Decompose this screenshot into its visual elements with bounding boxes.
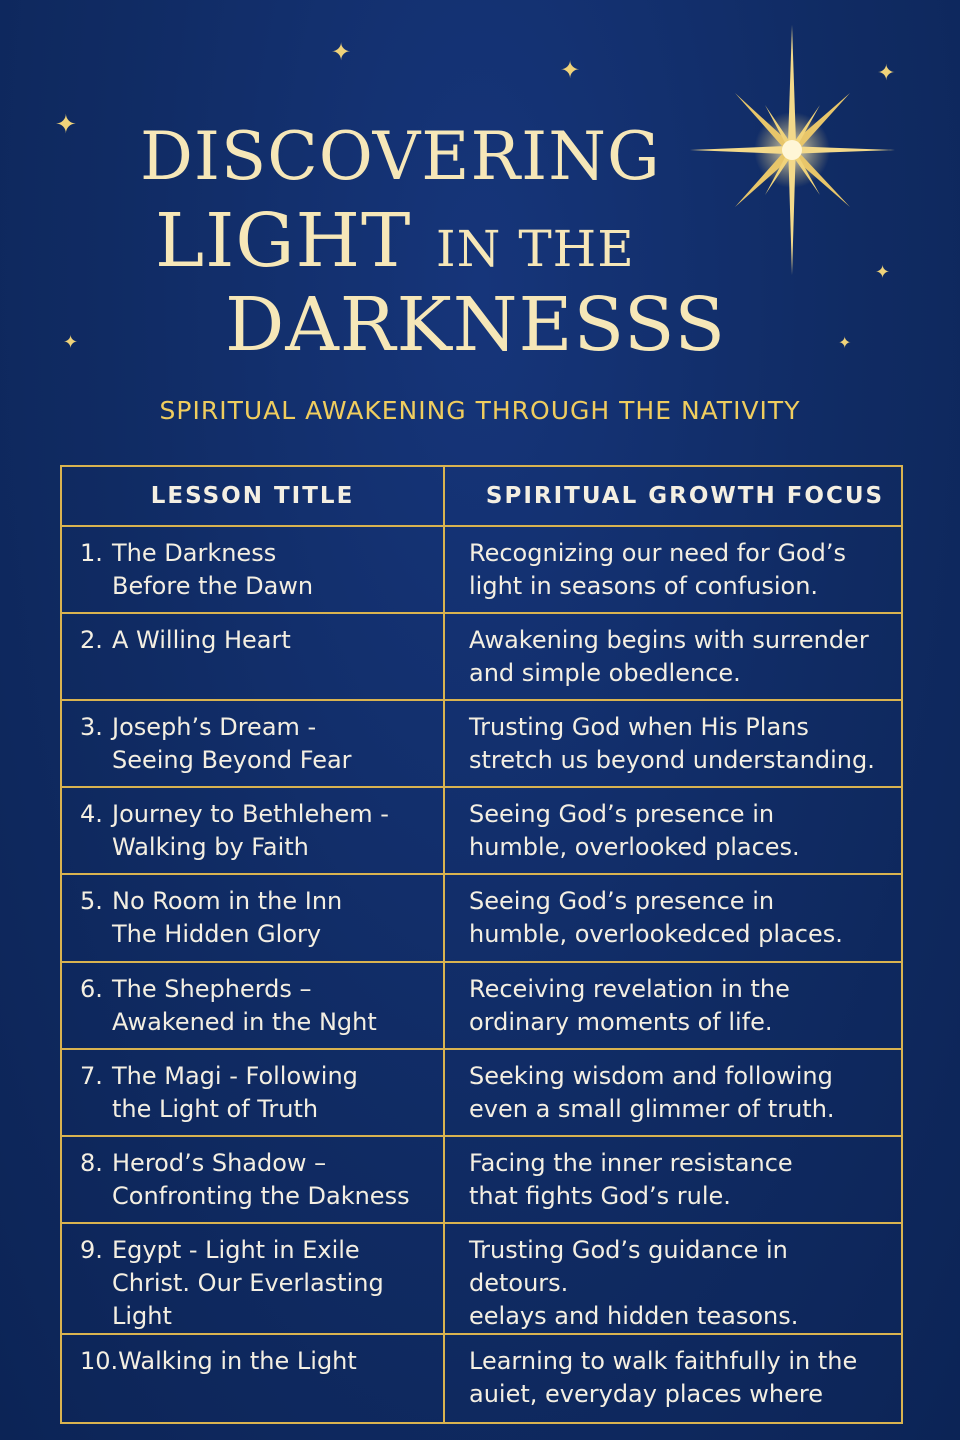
lesson-title-cell (62, 1224, 445, 1335)
title-line-2 (155, 198, 635, 284)
lesson-number: 10. (80, 1346, 119, 1375)
lesson-title: Journey to Bethlehem - Walking by Faith (112, 800, 389, 862)
lesson-title-cell (62, 788, 445, 875)
lesson-title-cell (62, 701, 445, 788)
title-line-1: DISCOVERING (140, 118, 661, 195)
growth-focus-cell: Seeking wisdom and following even a small glimmer of truth. (445, 1050, 901, 1137)
lesson-title: Joseph’s Dream - Seeing Beyond Fear (112, 713, 352, 775)
lesson-title-cell (62, 875, 445, 962)
lesson-title: Herod’s Shadow – Confronting the Dakness (112, 1148, 410, 1210)
lesson-number: 7. (80, 1061, 103, 1090)
lesson-title-cell (62, 614, 445, 701)
lesson-title-cell (62, 527, 445, 614)
growth-focus-cell: Trusting God’s guidance in detours. eelays and hidden teasons. (445, 1224, 901, 1335)
sparkle-icon: ✦ (63, 332, 79, 353)
lesson-title-cell (62, 1335, 445, 1422)
title-light: LIGHT (155, 198, 412, 284)
lesson-number: 9. (80, 1235, 103, 1264)
sparkle-icon: ✦ (55, 110, 77, 140)
lesson-title: No Room in the Inn The Hidden Glory (112, 887, 343, 949)
growth-focus-cell: Awakening begins with surrender and simple obedlence. (445, 614, 901, 701)
growth-focus-cell: Recognizing our need for God’s light in seasons of confusion. (445, 527, 901, 614)
column-header-focus: SPIRITUAL GROWTH FOCUS (445, 467, 901, 527)
growth-focus-cell: Trusting God when His Plans stretch us beyond understanding. (445, 701, 901, 788)
growth-focus-cell: Receiving revelation in the ordinary moments of life. (445, 963, 901, 1050)
sparkle-icon: ✦ (331, 38, 352, 66)
lesson-title: The Darkness Before the Dawn (112, 539, 314, 600)
growth-focus-cell: Facing the inner resistance that fights God’s rule. (445, 1137, 901, 1224)
lesson-title: The Shepherds – Awakened in the Nght (112, 974, 377, 1036)
growth-focus-cell: Learning to walk faithfully in the auiet, everyday places where (469, 1346, 858, 1408)
lesson-table (60, 465, 903, 1424)
lesson-title: The Magi - Following the Light of Truth (112, 1061, 358, 1123)
growth-focus-cell: Seeing God’s presence in humble, overlooked places. (445, 788, 901, 875)
sparkle-icon: ✦ (877, 61, 896, 86)
star-of-bethlehem-icon (690, 25, 895, 275)
lesson-number: 3. (80, 713, 103, 742)
title-line-3: DARKNESSS (225, 282, 727, 368)
sparkle-icon: ✦ (875, 262, 891, 283)
lesson-number: 1. (80, 539, 103, 567)
lesson-title-cell (62, 1137, 445, 1224)
lesson-number: 5. (80, 887, 103, 916)
lesson-title-cell (62, 963, 445, 1050)
lesson-number: 6. (80, 974, 103, 1003)
subtitle: SPIRITUAL AWAKENING THROUGH THE NATIVITY (159, 396, 801, 425)
growth-focus-cell: Seeing God’s presence in humble, overlookedced places. (445, 875, 901, 962)
lesson-title: A Willing Heart (112, 626, 291, 655)
sparkle-icon: ✦ (560, 56, 581, 84)
title-in-the: IN THE (435, 220, 635, 278)
lesson-title-cell (62, 1050, 445, 1137)
lesson-number: 2. (80, 626, 103, 655)
lesson-title: Walking in the Light (118, 1346, 357, 1375)
lesson-number: 4. (80, 800, 103, 829)
lesson-number: 8. (80, 1148, 103, 1177)
lesson-title: Egypt - Light in Exile Christ. Our Everlasting Light (112, 1235, 384, 1330)
column-header-lesson: LESSON TITLE (62, 467, 445, 527)
sparkle-icon: ✦ (838, 333, 852, 352)
